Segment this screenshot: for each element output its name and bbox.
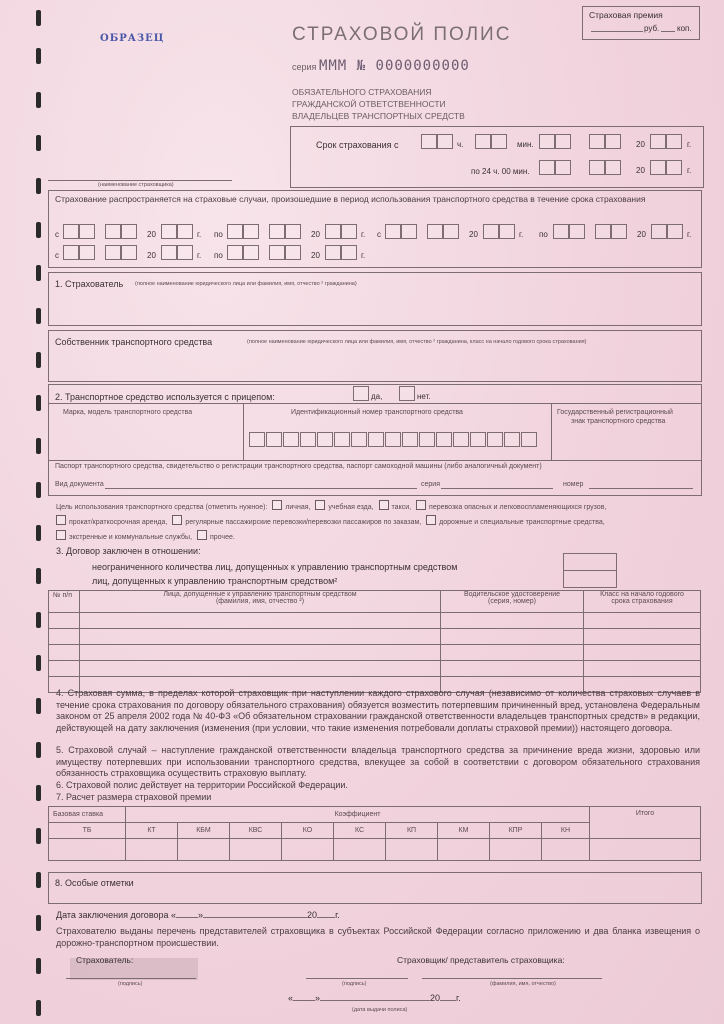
binding-holes [0,0,40,1024]
purpose-rental-checkbox[interactable] [56,515,66,525]
year-unit: г. [687,166,692,175]
col-class-1: Класс на начало годового [600,591,684,598]
insured-sign-caption: (подпись) [118,981,143,987]
footer-notice: Страхователю выданы перечень представителей страховщика в субъектах Российской Федерации согласно приложению и два бланка извещения о дорожно-транспортном происшествии. [56,926,700,948]
issue-date: « » 20 г. [288,993,461,1003]
table-row [49,661,701,677]
purpose-training-checkbox[interactable] [315,500,325,510]
year-prefix: 20 [636,140,645,149]
owner-box [48,330,702,382]
limited-drivers-box[interactable] [563,570,617,588]
col-kvs: КВС [248,827,263,834]
special-notes-label: 8. Особые отметки [55,878,134,888]
purpose-emergency-checkbox[interactable] [56,530,66,540]
subtitle-line-2: ГРАЖДАНСКОЙ ОТВЕТСТВЕННОСТИ [292,99,446,109]
col-person-2: (фамилия, имя, отчество ²) [215,598,305,605]
insured-label: Страхователь: [76,955,134,965]
policy-title: СТРАХОВОЙ ПОЛИС [292,24,512,45]
trailer-no-checkbox[interactable] [399,386,415,401]
col-num: № п/п [53,592,72,599]
col-make: Марка, модель транспортного средства [63,409,193,416]
passport-text: Паспорт транспортного средства, свидетельство о регистрации транспортного средства, паспорт самоходной машины (либо аналогичный документ) [55,463,542,470]
vehicle-id-row [49,403,701,461]
premium-label: Страховая премия [589,10,663,20]
coverage-text: Страхование распространяется на страховые случаи, произошедшие в период использования транспортного средства в течение срока страхования [55,194,646,204]
contract-date-label: Дата заключения договора « [56,910,177,920]
col-license-2: (серия, номер) [488,598,536,605]
coverage-box [48,190,702,268]
policyholder-label: 1. Страхователь [55,279,124,289]
period-from-label: Срок страхования с [316,140,399,150]
trailer-label: 2. Транспортное средство используется с прицепом: [55,392,275,402]
contract-date: Дата заключения договора « » 20 г. [56,910,340,920]
purpose-personal-checkbox[interactable] [272,500,282,510]
special-notes-box [48,872,702,904]
clause-7: 7. Расчет размера страховой премии [56,792,212,802]
col-ko: КО [302,827,313,834]
clause-4: 4. Страховая сумма, в пределах которой страховщик при наступлении каждого страхового случая (независимо от количества страховых случаев в течение срока страхования по договору обязательного страхования) обязуется возместить потерпевшим причиненный вред, установлена Федеральным законом от 25 апреля 2002 года № 40-ФЗ «Об обязательном страховании гражданской ответственности владельцев транспортных средств» в редакции, действующей на дату заключения (изменения (при условии, что такие изменения потребовали доплаты страховой премии)) настоящего договора. [56,688,700,733]
usage-purpose: Цель использования транспортного средства (отметить нужное): личная, учебная езда, такси, перевозка опасных и легковоспламеняющихся грузов, прокат/краткосрочная аренда, регулярные пассажирские перевозки/перевозки пассажиров по заказам, дорожные и специальные транспортные средства, экстренные и коммунальные службы, прочее. [56,500,706,545]
doc-series-label: серия [421,481,440,488]
col-reg-1: Государственный регистрационный [557,409,673,416]
col-vin: Идентификационный номер транспортного средства [291,409,463,416]
table-row [49,629,701,645]
owner-label: Собственник транспортного средства [55,337,213,347]
clause-6: 6. Страховой полис действует на территории Российской Федерации. [56,780,348,790]
premium-kop: коп. [677,24,692,33]
total-label: Итого [635,810,655,817]
unlimited-drivers-label: неограниченного количества лиц, допущенных к управлению транспортным средством [92,562,458,572]
subtitle-line-3: ВЛАДЕЛЬЦЕВ ТРАНСПОРТНЫХ СРЕДСТВ [292,111,465,121]
trailer-yes-label: да, [371,392,383,401]
col-ks: КС [354,827,365,834]
purpose-passenger-checkbox[interactable] [172,515,182,525]
col-class-2: срока страхования [611,598,673,605]
insurance-period-box [290,126,704,188]
col-tb: ТБ [82,827,92,834]
unlimited-drivers-box[interactable] [563,553,617,571]
clause-5: 5. Страховой случай – наступление гражданской ответственности владельца транспортного средства за причинение вреда жизни, здоровью или имуществу потерпевших при использовании транспортного средства, влекущее за собой в соответствии с договором обязательного страхования обязанность страховщика осуществить страховую выплату. [56,745,700,779]
col-kn: КН [560,827,571,834]
col-km: КМ [458,827,469,834]
minute-unit: мин. [517,140,534,149]
col-license-1: Водительское удостоверение [463,591,561,598]
trailer-yes-checkbox[interactable] [353,386,369,401]
base-rate-label: Базовая ставка [53,811,104,818]
premium-rub: руб. [644,24,660,33]
purpose-other-checkbox[interactable] [197,530,207,540]
drivers-table [48,590,701,693]
doc-type-label: Вид документа [55,481,104,488]
col-kbm: КБМ [196,827,211,834]
col-kpr: КПР [508,827,523,834]
year-prefix: 20 [636,166,645,175]
purpose-label: Цель использования транспортного средства (отметить нужное): [56,504,268,511]
purpose-hazardous-checkbox[interactable] [416,500,426,510]
policy-series [292,58,470,74]
insurer-label: Страховщик/ представитель страховщика: [397,955,565,965]
hour-unit: ч. [457,140,464,149]
coverage-periods: с 20 г. по 20 г. с 20 г. по 20 г. с 20 г. по 20 г. [49,221,701,263]
series-value: МММ № 0000000000 [318,58,470,74]
section3-label: 3. Договор заключен в отношении: [56,546,201,556]
insurer-sign-caption: (подпись) [342,981,367,987]
insurer-fio-caption: (фамилия, имя, отчество) [490,981,556,987]
table-row [49,613,701,629]
purpose-special-checkbox[interactable] [426,515,436,525]
policyholder-box [48,272,702,326]
owner-caption: (полное наименование юридического лица или фамилия, имя, отчество ² гражданина, класс на начало годового срока страхования) [247,339,587,345]
purpose-taxi-checkbox[interactable] [379,500,389,510]
table-row [49,645,701,661]
year-unit: г. [687,140,692,149]
table-row [49,839,701,861]
premium-box [582,6,700,40]
period-to-label: по 24 ч. 00 мин. [471,167,530,176]
issue-date-caption: (дата выдачи полиса) [352,1007,408,1013]
series-label: серия [292,62,317,72]
col-person-1: Лица, допущенные к управлению транспортным средством [163,591,357,598]
policyholder-caption: (полное наименование юридического лица или фамилия, имя, отчество ² гражданина) [135,281,357,287]
premium-calc-table [48,806,701,861]
limited-drivers-label: лиц, допущенных к управлению транспортным средством² [92,576,338,586]
sample-stamp: ОБРАЗЕЦ [100,33,165,44]
insurer-name-caption: (наименование страховщика) [98,182,174,188]
coefficient-label: Коэффициент [334,811,381,818]
subtitle-line-1: ОБЯЗАТЕЛЬНОГО СТРАХОВАНИЯ [292,87,432,97]
policy-subtitle [292,86,465,122]
vehicle-box [48,384,702,496]
doc-number-label: номер [563,481,584,488]
col-reg-2: знак транспортного средства [571,418,666,425]
col-kt: КТ [147,827,156,834]
trailer-no-label: нет. [417,392,431,401]
col-kp: КП [406,827,417,834]
